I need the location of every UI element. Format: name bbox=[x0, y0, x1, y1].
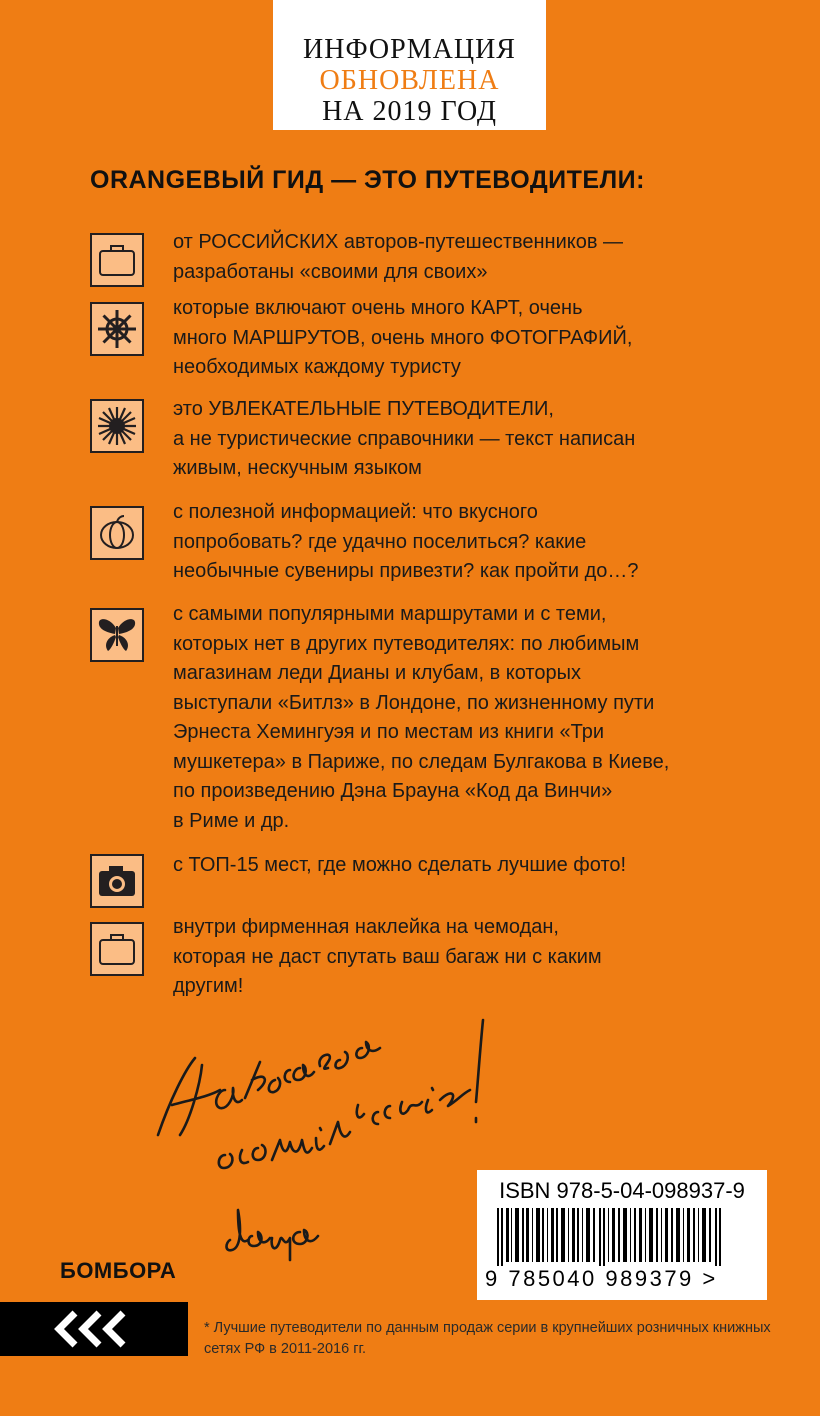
feature-text: с самыми популярными маршрутами и с теми, которых нет в других путеводителях: по любимым магазинам леди Дианы и клубам, в которых выступали «Битлз» в Лондоне, по жизненному пути Эрнеста Хемингуэя и по местам из книги «Три мушкетера» в Париже, по следам Булгакова в Киеве, по произведению Дэна Брауна «Код да Винчи» в Риме и др. bbox=[173, 603, 670, 832]
publisher-logo: БОМБОРА bbox=[60, 1258, 177, 1283]
section-heading: ORANGEВЫЙ ГИД — ЭТО ПУТЕВОДИТЕЛИ: bbox=[90, 166, 645, 194]
feature-text: с ТОП-15 мест, где можно сделать лучшие фото! bbox=[173, 854, 627, 876]
barcode bbox=[489, 1208, 753, 1266]
badge-line-1: ИНФОРМАЦИЯ bbox=[303, 34, 516, 65]
camera-icon bbox=[90, 854, 144, 908]
feature-text: от РОССИЙСКИХ авторов-путешественников — разработаны «своими для своих» bbox=[173, 231, 624, 283]
feature-text: это УВЛЕКАТЕЛЬНЫЕ ПУТЕВОДИТЕЛИ, а не туристические справочники — текст написан живым, нескучным языком bbox=[173, 398, 636, 479]
ship-wheel-icon bbox=[90, 302, 144, 356]
feature-text: внутри фирменная наклейка на чемодан, которая не даст спутать ваш багаж ни с каким другим! bbox=[173, 916, 602, 997]
badge-line-3: НА 2019 ГОД bbox=[322, 96, 497, 127]
butterfly-icon bbox=[90, 608, 144, 662]
barcode-digits: 9 785040 989379 > bbox=[485, 1266, 718, 1291]
handwritten-signature bbox=[140, 1010, 500, 1280]
isbn-label: ISBN 978-5-04-098937-9 bbox=[499, 1178, 745, 1203]
suitcase-icon bbox=[90, 922, 144, 976]
badge-line-2: ОБНОВЛЕНА bbox=[319, 65, 500, 96]
updated-info-badge bbox=[273, 0, 546, 130]
isbn-barcode-box bbox=[477, 1170, 767, 1300]
feature-text: которые включают очень много КАРТ, очень много МАРШРУТОВ, очень много ФОТОГРАФИЙ, необходимых каждому туристу bbox=[173, 297, 633, 378]
pumpkin-icon bbox=[90, 506, 144, 560]
chevrons-left-icon bbox=[49, 1309, 139, 1349]
series-chevrons bbox=[0, 1302, 188, 1356]
feature-text: с полезной информацией: что вкусного попробовать? где удачно поселиться? какие необычные сувениры привезти? как пройти до…? bbox=[173, 501, 639, 582]
suitcase-icon bbox=[90, 233, 144, 287]
footnote: * Лучшие путеводители по данным продаж серии в крупнейших розничных книжных сетях РФ в 2011-2016 гг. bbox=[204, 1320, 771, 1357]
sun-icon bbox=[90, 399, 144, 453]
